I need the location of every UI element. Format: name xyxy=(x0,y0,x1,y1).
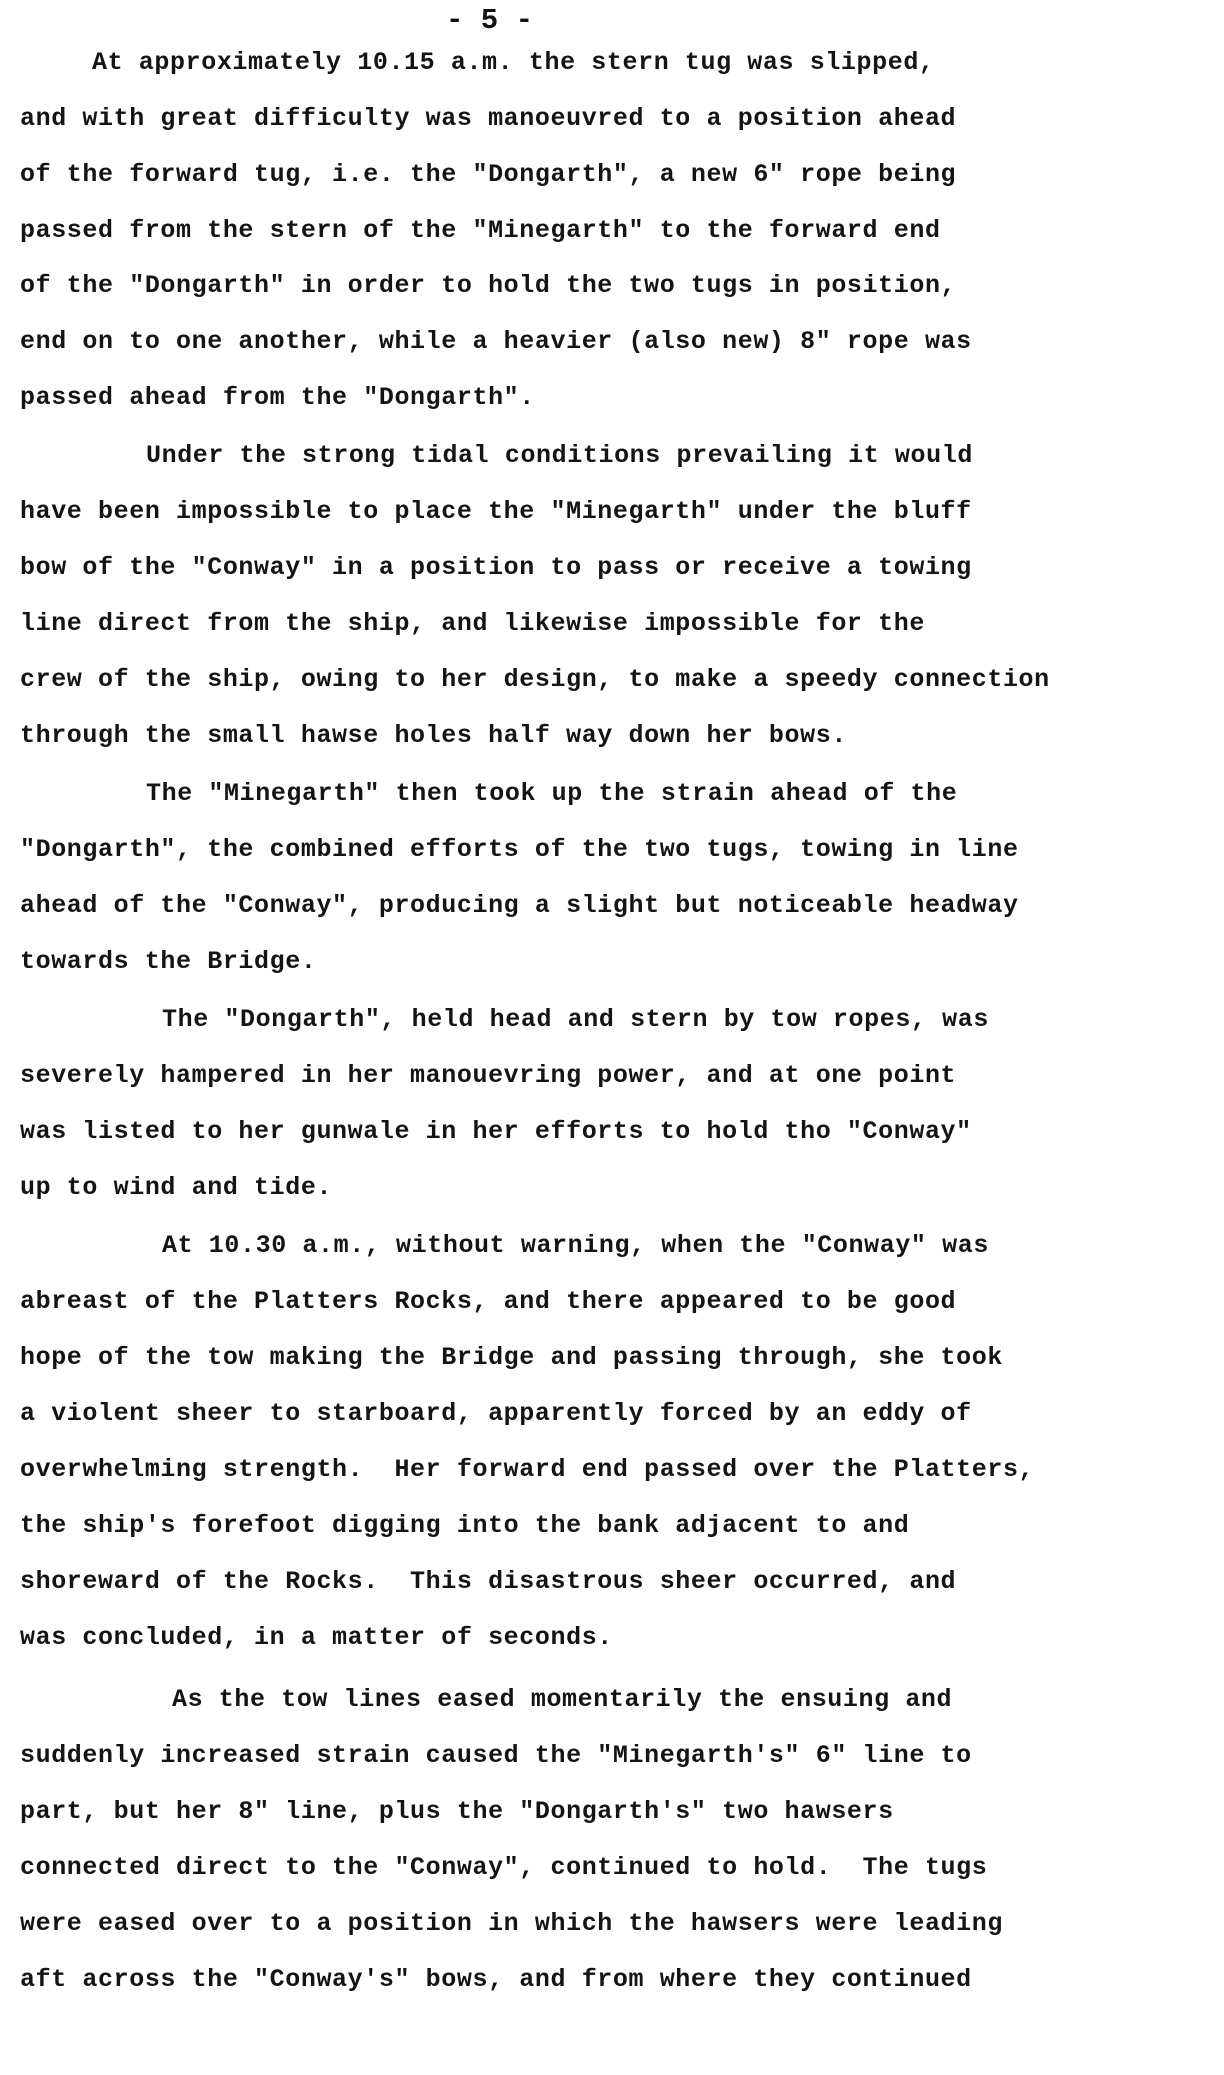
text-line: of the "Dongarth" in order to hold the two tugs in position, xyxy=(20,271,957,300)
text-line: ahead of the "Conway", producing a slight but noticeable headway xyxy=(20,891,1019,920)
text-line: end on to one another, while a heavier (also new) 8" rope was xyxy=(20,327,972,356)
text-line: As the tow lines eased momentarily the ensuing and xyxy=(172,1685,953,1714)
text-line: through the small hawse holes half way down her bows. xyxy=(20,721,847,750)
text-line: a violent sheer to starboard, apparently forced by an eddy of xyxy=(20,1399,972,1428)
text-line: up to wind and tide. xyxy=(20,1173,333,1202)
text-line: bow of the "Conway" in a position to pass or receive a towing xyxy=(20,553,972,582)
text-line: aft across the "Conway's" bows, and from where they continued xyxy=(20,1965,972,1994)
text-line: severely hampered in her manouevring power, and at one point xyxy=(20,1061,957,1090)
text-line: At 10.30 a.m., without warning, when the "Conway" was xyxy=(162,1231,989,1260)
text-line: The "Minegarth" then took up the strain ahead of the xyxy=(146,779,958,808)
text-line: passed ahead from the "Dongarth". xyxy=(20,383,535,412)
text-line: was listed to her gunwale in her efforts to hold tho "Conway" xyxy=(20,1117,972,1146)
text-line: suddenly increased strain caused the "Minegarth's" 6" line to xyxy=(20,1741,972,1770)
text-line: abreast of the Platters Rocks, and there appeared to be good xyxy=(20,1287,957,1316)
text-line: passed from the stern of the "Minegarth" to the forward end xyxy=(20,216,941,245)
text-line: "Dongarth", the combined efforts of the two tugs, towing in line xyxy=(20,835,1019,864)
text-line: of the forward tug, i.e. the "Dongarth", a new 6" rope being xyxy=(20,160,957,189)
text-line: the ship's forefoot digging into the bank adjacent to and xyxy=(20,1511,910,1540)
text-line: connected direct to the "Conway", continued to hold. The tugs xyxy=(20,1853,988,1882)
text-line: The "Dongarth", held head and stern by tow ropes, was xyxy=(162,1005,989,1034)
text-line: line direct from the ship, and likewise impossible for the xyxy=(20,609,925,638)
text-line: At approximately 10.15 a.m. the stern tug was slipped, xyxy=(92,48,935,77)
text-line: overwhelming strength. Her forward end passed over the Platters, xyxy=(20,1455,1035,1484)
text-line: part, but her 8" line, plus the "Dongarth's" two hawsers xyxy=(20,1797,894,1826)
page-number: - 5 - xyxy=(446,4,534,37)
text-line: Under the strong tidal conditions prevailing it would xyxy=(146,441,973,470)
text-line: have been impossible to place the "Minegarth" under the bluff xyxy=(20,497,972,526)
text-line: were eased over to a position in which the hawsers were leading xyxy=(20,1909,1003,1938)
text-line: and with great difficulty was manoeuvred to a position ahead xyxy=(20,104,957,133)
text-line: towards the Bridge. xyxy=(20,947,317,976)
text-line: crew of the ship, owing to her design, to make a speedy connection xyxy=(20,665,1050,694)
text-line: shoreward of the Rocks. This disastrous sheer occurred, and xyxy=(20,1567,957,1596)
text-line: was concluded, in a matter of seconds. xyxy=(20,1623,613,1652)
text-line: hope of the tow making the Bridge and passing through, she took xyxy=(20,1343,1003,1372)
